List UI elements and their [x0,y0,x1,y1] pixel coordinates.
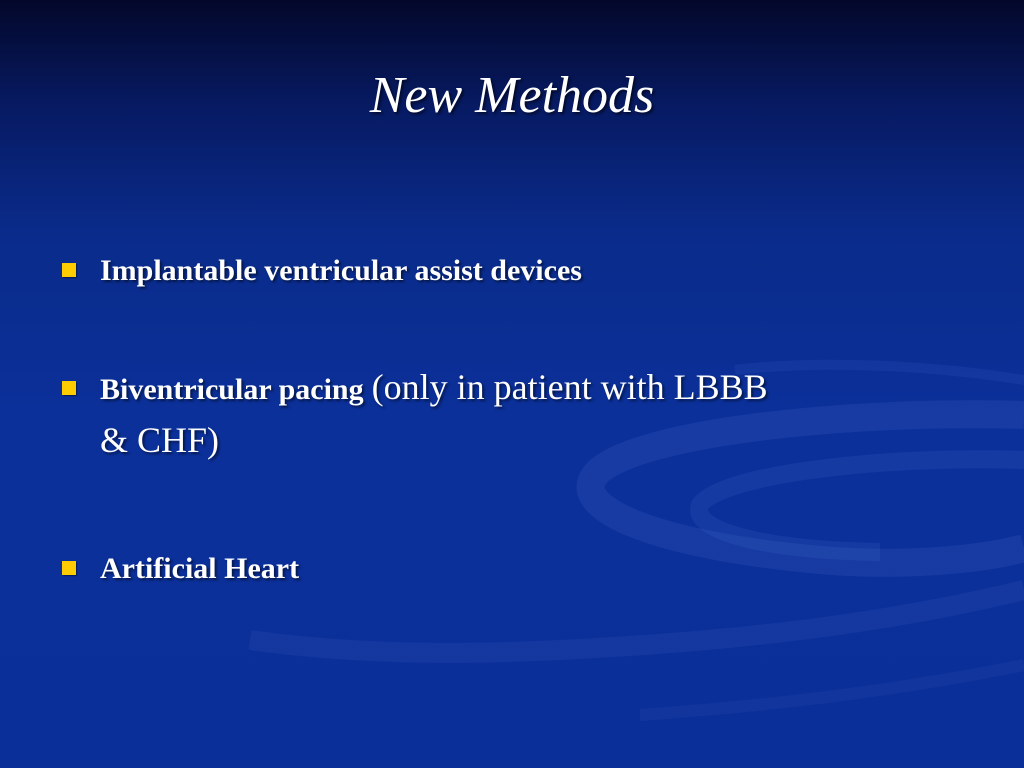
slide-title: New Methods [369,67,655,124]
square-bullet-icon [62,381,76,395]
bullet-item-implantable-vad [62,244,962,296]
bullet-normal-text: (only in patient with LBBB [371,367,768,407]
bullet-item-artificial-heart [62,542,962,594]
square-bullet-icon [62,561,76,575]
bullet-bold-text: Artificial Heart [100,552,300,585]
bullet-text [100,542,962,594]
bullet-bold-text: Implantable ventricular assist devices [100,254,582,287]
bullet-continuation-text: & CHF) [100,420,220,460]
bullet-text [100,362,962,415]
bullet-item-biventricular-pacing [62,362,962,465]
square-bullet-icon [62,263,76,277]
bullet-text [100,244,962,296]
bullet-bold-text: Biventricular pacing [100,373,364,406]
